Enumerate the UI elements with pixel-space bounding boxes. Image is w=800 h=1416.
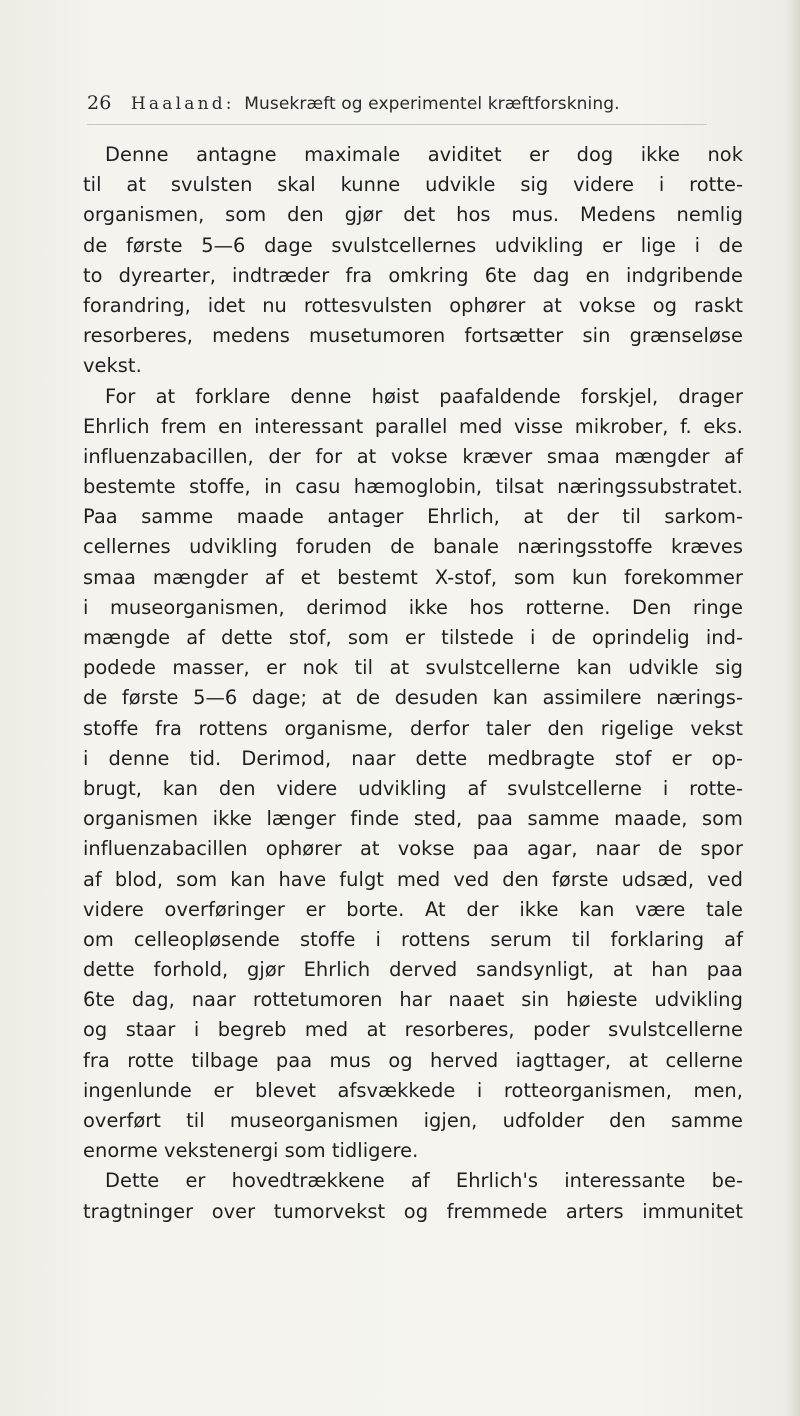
text-line: Denne antagne maximale aviditet er dog ikke nok bbox=[105, 143, 743, 166]
text-line: organismen ikke længer finde sted, paa samme maade, som bbox=[83, 807, 743, 831]
text-line: resorberes, medens musetumoren fortsætter sin grænseløse bbox=[83, 324, 743, 348]
text-line: Paa samme maade antager Ehrlich, at der til sarkom- bbox=[83, 505, 743, 529]
text-line: 6te dag, naar rottetumoren har naaet sin høieste udvikling bbox=[83, 988, 743, 1012]
text-line: influenzabacillen ophører at vokse paa agar, naar de spor bbox=[83, 837, 743, 861]
text-line: brugt, kan den videre udvikling af svulstcellerne i rotte- bbox=[83, 776, 743, 800]
text-line: stoffe fra rottens organisme, derfor taler den rigelige vekst bbox=[83, 716, 743, 740]
text-line: smaa mængder af et bestemt X-stof, som kun forekommer bbox=[83, 565, 743, 589]
text-line: overført til museorganismen igjen, udfolder den samme bbox=[83, 1109, 743, 1132]
running-head-author: Haaland: bbox=[130, 94, 235, 114]
text-line: vekst. bbox=[83, 354, 142, 378]
text-line: til at svulsten skal kunne udvikle sig videre i rotte- bbox=[83, 173, 743, 197]
text-line: videre overføringer er borte. At der ikke kan være tale bbox=[83, 897, 743, 921]
text-line: enorme vekstenergi som tidligere. bbox=[83, 1139, 419, 1163]
text-line: organismen, som den gjør det hos mus. Medens nemlig bbox=[83, 203, 743, 227]
text-line: de første 5—6 dage; at de desuden kan assimilere nærings- bbox=[83, 686, 743, 710]
header-rule bbox=[87, 124, 707, 125]
running-head-title: Musekræft og experimentel kræftforskning. bbox=[244, 94, 620, 114]
text-line: i denne tid. Derimod, naar dette medbragte stof er op- bbox=[83, 746, 743, 770]
text-line: tragtninger over tumorvekst og fremmede arters immunitet bbox=[83, 1199, 743, 1223]
running-head bbox=[87, 86, 727, 120]
text-line: influenzabacillen, der for at vokse kræver smaa mængder af bbox=[83, 444, 743, 468]
text-line: om celleopløsende stoffe i rottens serum til forklaring af bbox=[83, 927, 743, 951]
text-line: For at forklare denne høist paafaldende forskjel, drager bbox=[105, 384, 743, 408]
text-line: mængde af dette stof, som er tilstede i de oprindelig ind- bbox=[83, 626, 743, 649]
page-edge-shadow bbox=[786, 0, 800, 1416]
text-line: af blod, som kan have fulgt med ved den første udsæd, ved bbox=[83, 867, 743, 891]
text-line: og staar i begreb med at resorberes, poder svulstcellerne bbox=[83, 1018, 743, 1042]
body-text bbox=[83, 140, 743, 1227]
text-line: i museorganismen, derimod ikke hos rotterne. Den ringe bbox=[83, 595, 743, 619]
text-line: Ehrlich frem en interessant parallel med visse mikrober, f. eks. bbox=[83, 414, 743, 438]
text-line: Dette er hovedtrækkene af Ehrlich's interessante be- bbox=[105, 1169, 743, 1193]
page-number: 26 bbox=[87, 92, 112, 114]
text-line: dette forhold, gjør Ehrlich derved sandsynligt, at han paa bbox=[83, 958, 743, 982]
text-line: podede masser, er nok til at svulstcellerne kan udvikle sig bbox=[83, 656, 743, 680]
text-line: fra rotte tilbage paa mus og herved iagttager, at cellerne bbox=[83, 1048, 743, 1072]
text-line: to dyrearter, indtræder fra omkring 6te dag en indgribende bbox=[83, 263, 743, 287]
text-line: ingenlunde er blevet afsvækkede i rotteorganismen, men, bbox=[83, 1078, 743, 1102]
text-line: de første 5—6 dage svulstcellernes udvikling er lige i de bbox=[83, 233, 743, 257]
text-line: forandring, idet nu rottesvulsten ophører at vokse og raskt bbox=[83, 293, 743, 317]
text-line: cellernes udvikling foruden de banale næringsstoffe kræves bbox=[83, 535, 743, 559]
text-line: bestemte stoffe, in casu hæmoglobin, tilsat næringssubstratet. bbox=[83, 475, 743, 499]
